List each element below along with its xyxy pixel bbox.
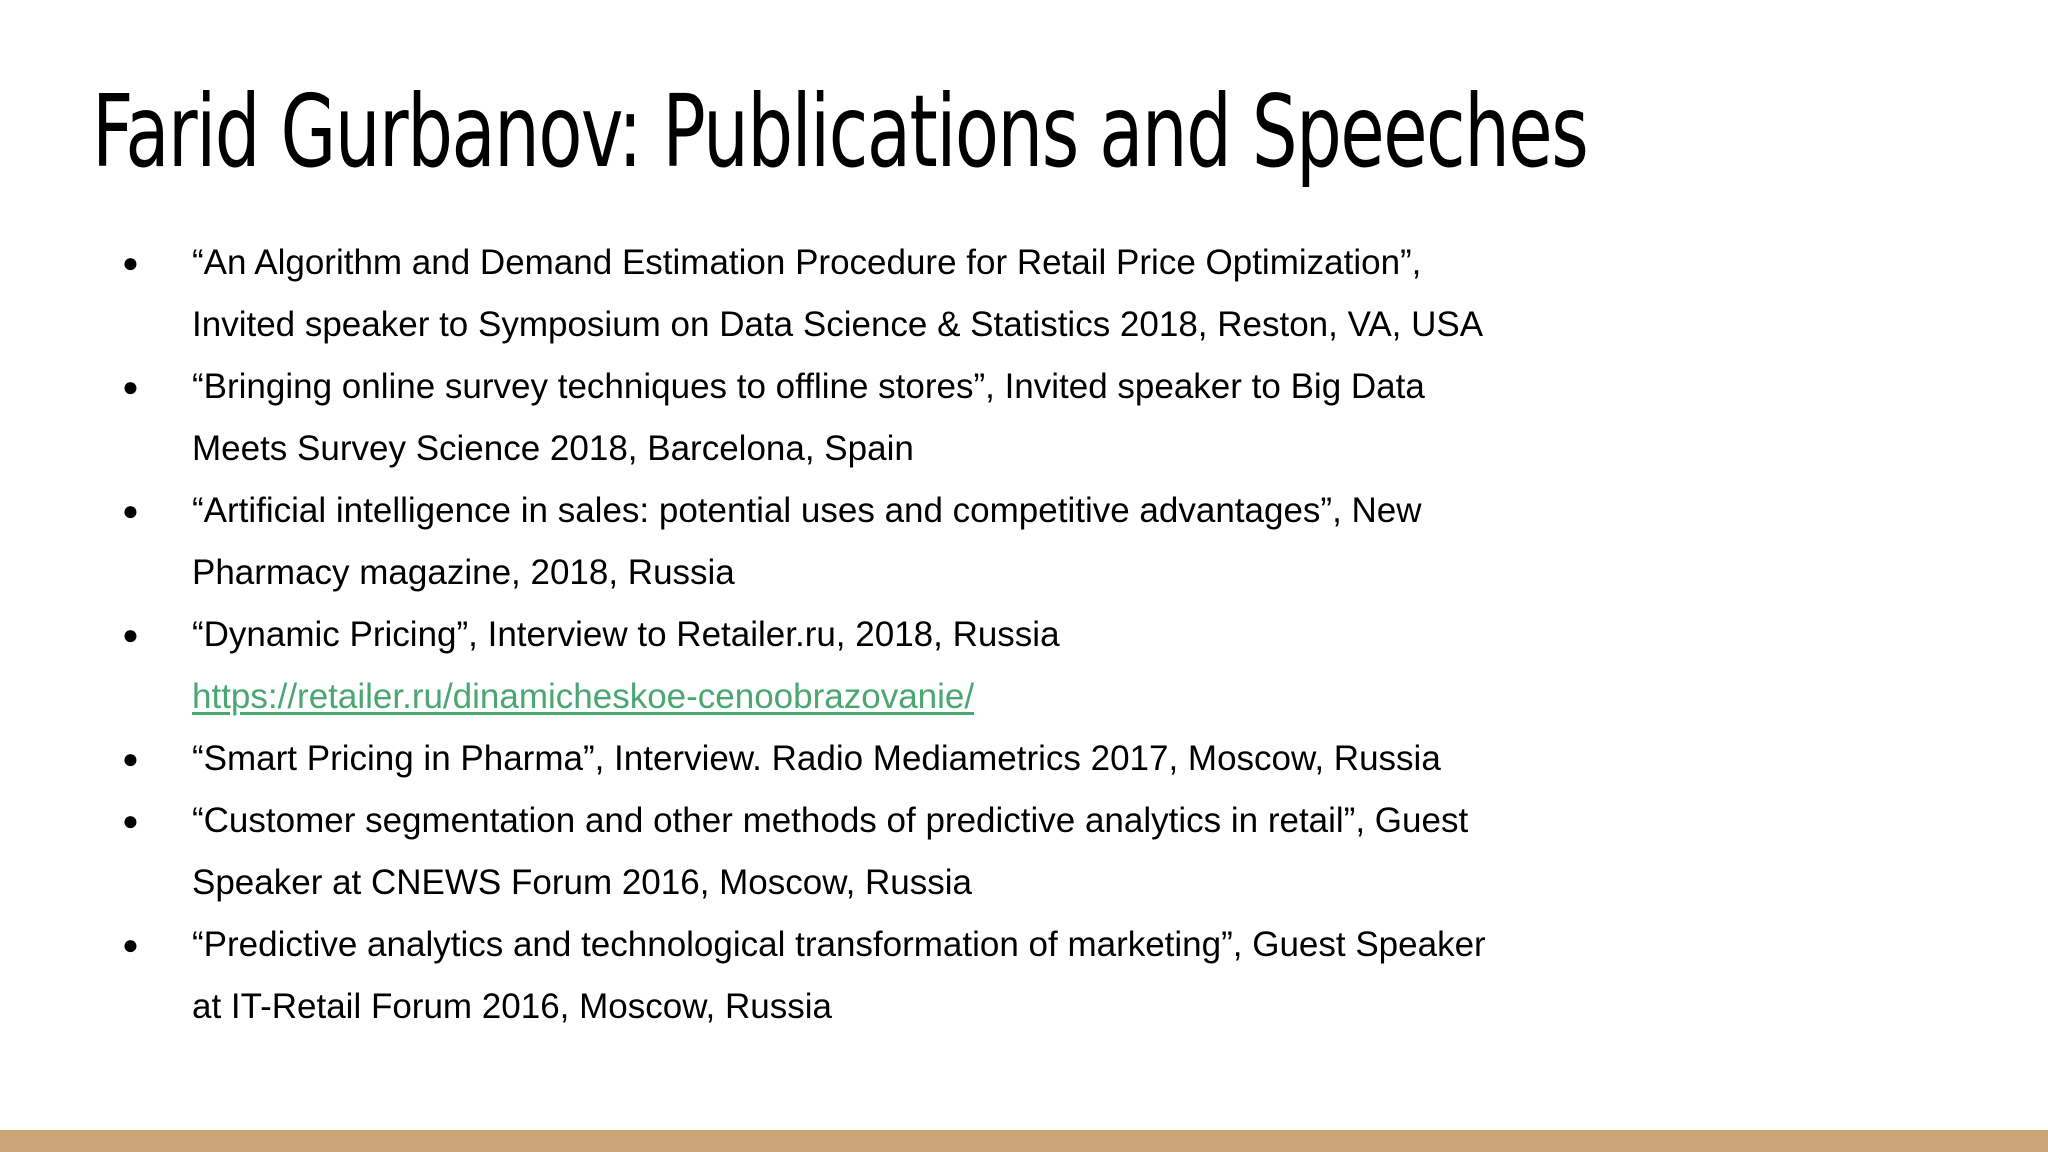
footer-bar (0, 1130, 2048, 1152)
list-item (118, 914, 1558, 1038)
bullet-icon: ● (122, 805, 139, 836)
list-item (118, 728, 1558, 790)
bullet-icon: ● (122, 619, 139, 650)
item-text-line1: “Predictive analytics and technological transformation of marketing”, Guest Speaker (192, 925, 1486, 964)
item-text-line1: “An Algorithm and Demand Estimation Procedure for Retail Price Optimization”, (192, 243, 1422, 282)
list-item (118, 480, 1558, 604)
publications-list (118, 232, 1558, 1038)
bullet-icon: ● (122, 371, 139, 402)
bullet-icon: ● (122, 743, 139, 774)
item-text-line2: Pharmacy magazine, 2018, Russia (192, 553, 735, 592)
item-text-line1: “Smart Pricing in Pharma”, Interview. Radio Mediametrics 2017, Moscow, Russia (192, 739, 1441, 778)
list-item (118, 604, 1558, 728)
item-text-line2: Invited speaker to Symposium on Data Science & Statistics 2018, Reston, VA, USA (192, 305, 1484, 344)
item-text-line2: Speaker at CNEWS Forum 2016, Moscow, Russia (192, 863, 973, 902)
list-item (118, 790, 1558, 914)
item-text-line1: “Customer segmentation and other methods of predictive analytics in retail”, Guest (192, 801, 1469, 840)
bullet-icon: ● (122, 247, 139, 278)
slide-title: Farid Gurbanov: Publications and Speeches (92, 73, 1588, 190)
bullet-icon: ● (122, 495, 139, 526)
item-text-line2: at IT-Retail Forum 2016, Moscow, Russia (192, 987, 832, 1026)
item-text-line1: “Bringing online survey techniques to offline stores”, Invited speaker to Big Data (192, 367, 1425, 406)
item-text-line1: “Dynamic Pricing”, Interview to Retailer.ru, 2018, Russia (192, 615, 1060, 654)
retailer-link[interactable]: https://retailer.ru/dinamicheskoe-cenoobrazovanie/ (192, 677, 975, 716)
list-item (118, 356, 1558, 480)
list-item (118, 232, 1558, 356)
item-text-line2: Meets Survey Science 2018, Barcelona, Spain (192, 429, 914, 468)
bullet-icon: ● (122, 929, 139, 960)
item-text-line1: “Artificial intelligence in sales: potential uses and competitive advantages”, New (192, 491, 1422, 530)
